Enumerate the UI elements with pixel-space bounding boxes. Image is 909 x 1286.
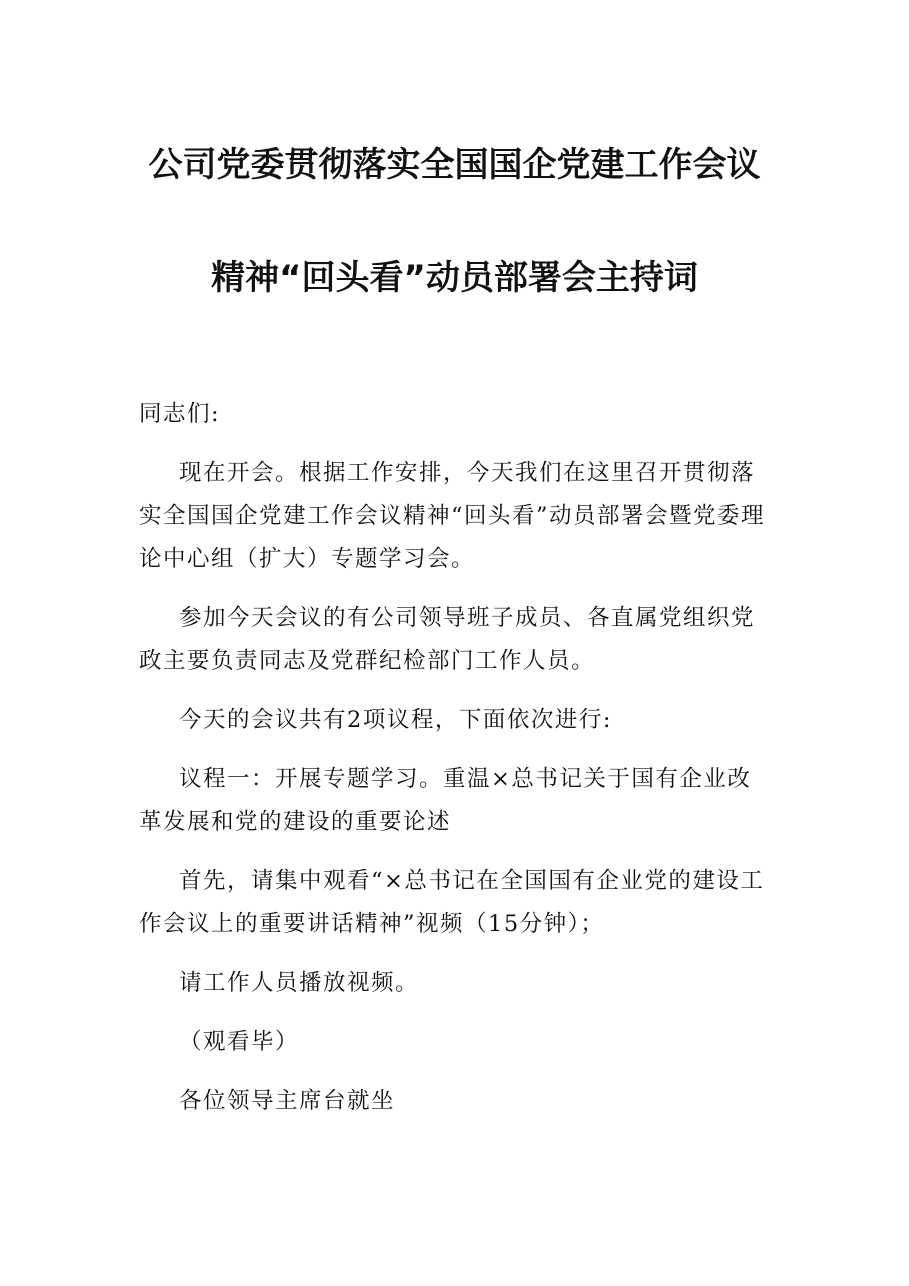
paragraph-video-intro: 首先，请集中观看“×总书记在全国国有企业党的建设工作会议上的重要讲话精神”视频（15分钟）； <box>139 868 765 937</box>
paragraph-agenda-intro: 今天的会议共有2项议程，下面依次进行: <box>179 707 612 733</box>
paragraph-attendees: 参加今天会议的有公司领导班子成员、各直属党组织党政主要负责同志及党群纪检部门工作人员。 <box>139 605 756 674</box>
paragraph-agenda-one: 议程一：开展专题学习。重温×总书记关于国有企业改革发展和党的建设的重要论述 <box>139 766 752 835</box>
paragraph-play-video: 请工作人员播放视频。 <box>179 970 420 996</box>
paragraph-leaders-seated: 各位领导主席台就坐 <box>179 1088 396 1114</box>
document-title-line-1: 公司党委贯彻落实全国国企党建工作会议 <box>148 145 761 185</box>
paragraph-opening: 现在开会。根据工作安排，今天我们在这里召开贯彻落实全国国企党建工作会议精神“回头看”动员部署会暨党委理论中心组（扩大）专题学习会。 <box>139 460 766 572</box>
document-body <box>139 393 769 1139</box>
document-title-line-2: 精神“回头看”动员部署会主持词 <box>211 258 698 298</box>
salutation: 同志们: <box>139 401 221 427</box>
paragraph-after-viewing: （观看毕） <box>179 1029 300 1055</box>
